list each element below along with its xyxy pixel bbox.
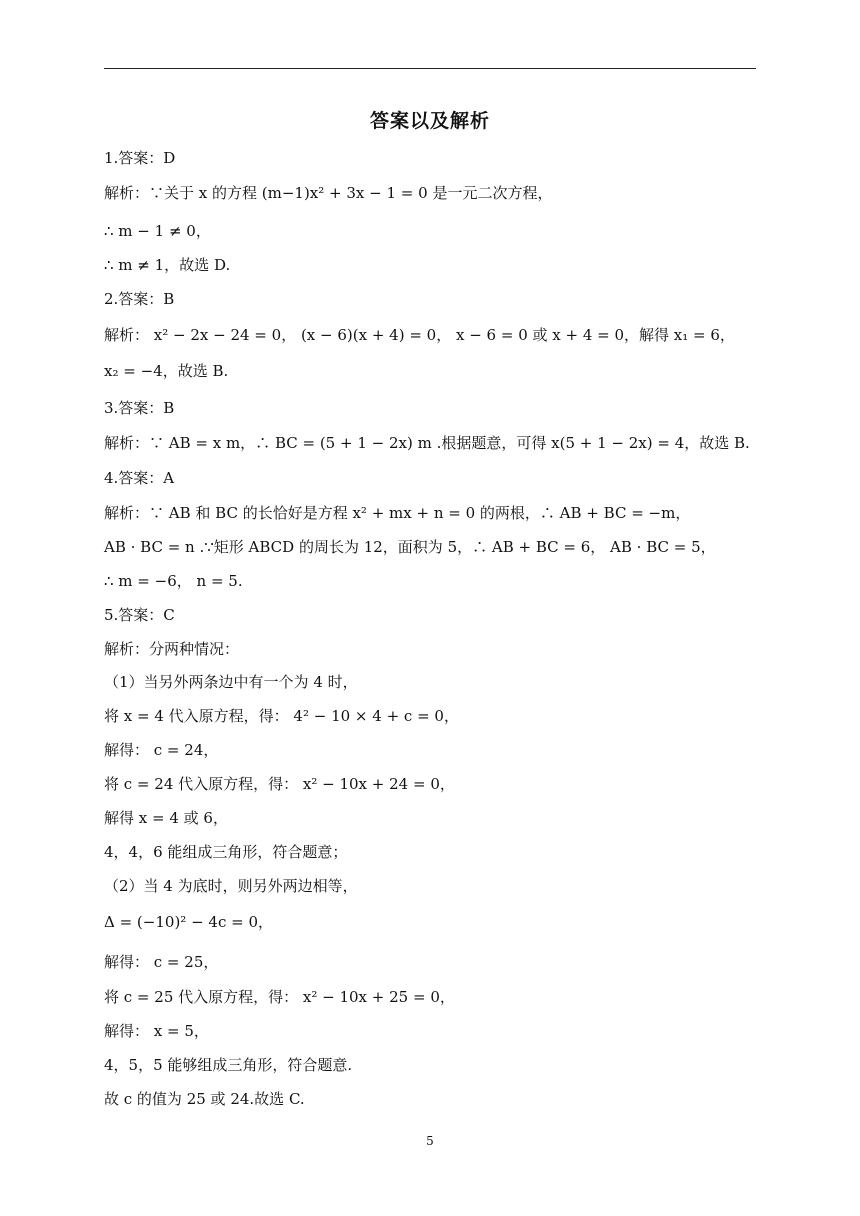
header-rule [104,68,756,69]
answer-5-step: 解得： c = 25， [104,953,219,971]
page-number: 5 [426,1134,434,1148]
answer-4-step: AB · BC = n .∵矩形 ABCD 的周长为 12，面积为 5，∴ AB + BC = 6， AB · BC = 5， [104,538,716,556]
answer-5-conclusion: 故 c 的值为 25 或 24.故选 C. [104,1090,305,1108]
answer-5-step: 将 c = 25 代入原方程，得： x² − 10x + 25 = 0， [104,988,455,1006]
answer-3-header: 3.答案：B [104,399,175,417]
answer-5-step: 4，5，5 能够组成三角形，符合题意. [104,1056,353,1074]
answer-5-step: 解得： c = 24， [104,741,219,759]
answer-4-conclusion: ∴ m = −6， n = 5. [104,572,243,590]
answer-5-step: 解得 x = 4 或 6， [104,809,228,827]
page-title: 答案以及解析 [369,110,490,132]
answer-1-conclusion: ∴ m ≠ 1，故选 D. [104,256,231,274]
answer-5-case-1: （1）当另外两条边中有一个为 4 时， [104,673,358,691]
answer-5-step: 4，4，6 能组成三角形，符合题意； [104,843,348,861]
answer-2-header: 2.答案：B [104,290,175,308]
answer-2-conclusion: x₂ = −4，故选 B. [104,362,229,380]
answer-5-intro: 解析：分两种情况： [104,640,240,658]
answer-5-step: 将 x = 4 代入原方程，得： 4² − 10 × 4 + c = 0， [104,707,459,725]
answer-4-explanation: 解析：∵ AB 和 BC 的长恰好是方程 x² + mx + n = 0 的两根，∴ AB + BC = −m， [104,504,691,522]
answer-5-case-2: （2）当 4 为底时，则另外两边相等， [104,877,358,895]
answer-4-header: 4.答案：A [104,469,175,487]
answer-1-explanation: 解析：∵关于 x 的方程 (m−1)x² + 3x − 1 = 0 是一元二次方程， [104,184,553,202]
answer-1-step: ∴ m − 1 ≠ 0， [104,222,211,240]
answer-3-explanation: 解析：∵ AB = x m，∴ BC = (5 + 1 − 2x) m .根据题意，可得 x(5 + 1 − 2x) = 4，故选 B. [104,434,750,452]
answer-5-step: Δ = (−10)² − 4c = 0， [104,913,274,931]
answer-1-header: 1.答案：D [104,149,176,167]
answer-5-step: 解得： x = 5， [104,1022,209,1040]
answer-5-header: 5.答案：C [104,606,175,624]
answer-2-explanation: 解析： x² − 2x − 24 = 0， (x − 6)(x + 4) = 0， x − 6 = 0 或 x + 4 = 0，解得 x₁ = 6， [104,326,735,344]
answer-5-step: 将 c = 24 代入原方程，得： x² − 10x + 24 = 0， [104,775,455,793]
